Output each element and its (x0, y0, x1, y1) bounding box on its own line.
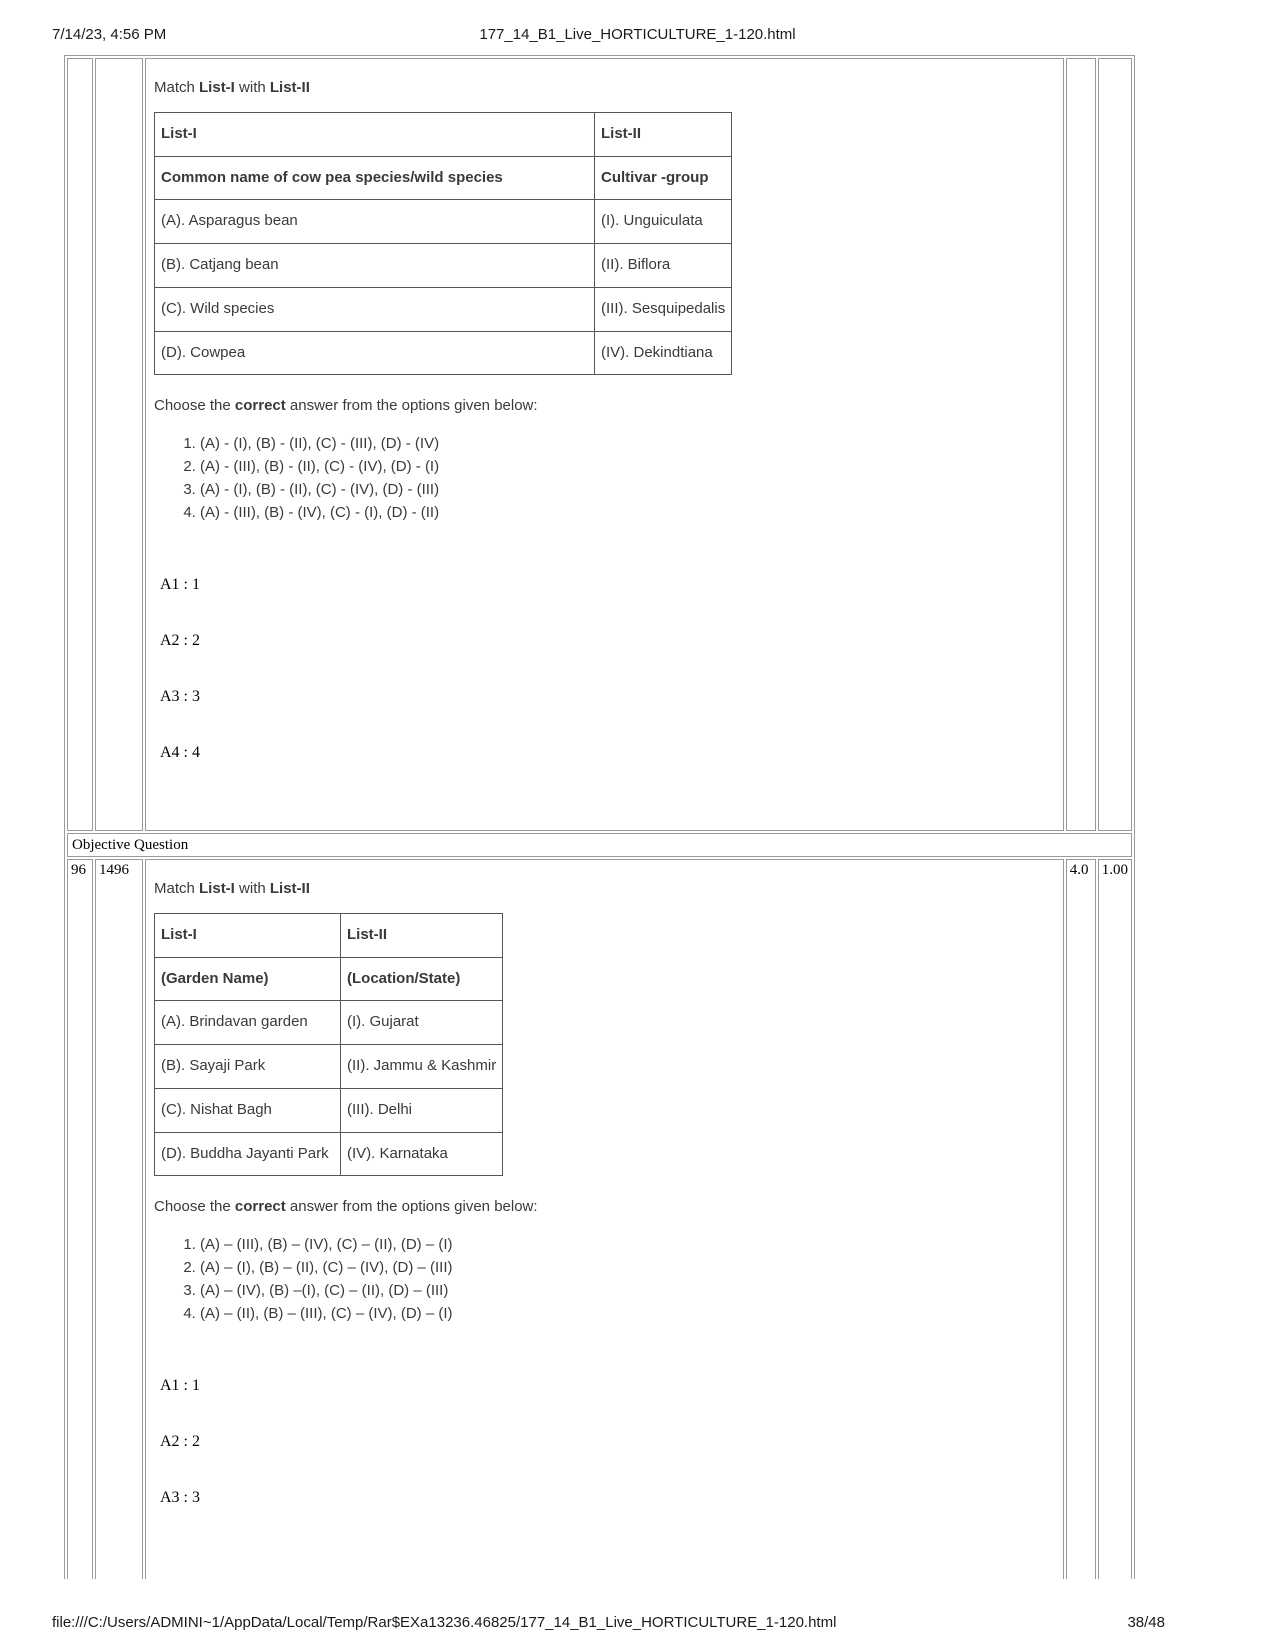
list2-item: (III). Delhi (341, 1088, 503, 1132)
option-item-4: 4. (A) – (II), (B) – (III), (C) – (IV), (D) – (I) (200, 1302, 1053, 1325)
objective-question-label: Objective Question (67, 833, 1132, 857)
option-item-1: 1. (A) – (III), (B) – (IV), (C) – (II), (D) – (I) (200, 1233, 1053, 1256)
match-table-row (155, 331, 732, 375)
list2-item: (IV). Dekindtiana (595, 331, 732, 375)
option-item-4: 4. (A) - (III), (B) - (IV), (C) - (I), (D) - (II) (200, 501, 1053, 524)
list1-item: (A). Asparagus bean (155, 200, 595, 244)
marks-cell (1066, 58, 1096, 831)
list1-subheader-cell: Common name of cow pea species/wild species (155, 156, 595, 200)
match-table-row (155, 1132, 503, 1176)
match-instruction (154, 880, 1053, 899)
choose-instruction (154, 1198, 1053, 1217)
answer-line-a4: A4 : 4 (160, 744, 200, 761)
question-number-cell (67, 58, 93, 831)
question-id-cell: 1496 (95, 859, 143, 1579)
option-item-2: 2. (A) – (I), (B) – (II), (C) – (IV), (D) – (III) (200, 1256, 1053, 1279)
list1-item: (C). Nishat Bagh (155, 1088, 341, 1132)
question-content (154, 880, 1053, 1579)
page-number: 38/48 (1127, 1614, 1165, 1631)
list1-label: List-I (199, 880, 235, 897)
answer-line-a1: A1 : 1 (160, 1377, 200, 1394)
match-instruction (154, 79, 1053, 98)
match-text: Match (154, 880, 200, 897)
options-list (154, 1233, 1053, 1325)
match-table-row (155, 287, 732, 331)
answer-key-block (154, 576, 1053, 762)
question-body-cell (145, 859, 1064, 1579)
list1-item: (B). Sayaji Park (155, 1045, 341, 1089)
list1-item: (A). Brindavan garden (155, 1001, 341, 1045)
list1-subheader-cell: (Garden Name) (155, 957, 341, 1001)
answer-key-block (154, 1377, 1053, 1507)
question-body-cell (145, 58, 1064, 831)
match-table-row (155, 1088, 503, 1132)
match-table-header-row (155, 913, 503, 957)
list1-header-cell: List-I (155, 112, 595, 156)
answer-line-a3: A3 : 3 (160, 1489, 200, 1506)
options-list (154, 432, 1053, 524)
list1-item: (C). Wild species (155, 287, 595, 331)
match-table-row (155, 244, 732, 288)
list2-header-cell: List-II (595, 112, 732, 156)
answer-line-a2: A2 : 2 (160, 1433, 200, 1450)
list2-item: (II). Jammu & Kashmir (341, 1045, 503, 1089)
question-number-cell: 96 (67, 859, 93, 1579)
list2-subheader-cell: (Location/State) (341, 957, 503, 1001)
match-table-subheader-row (155, 156, 732, 200)
question-grid-table (64, 55, 1135, 1579)
answer-line-a2: A2 : 2 (160, 632, 200, 649)
list1-item: (D). Cowpea (155, 331, 595, 375)
negative-marks-cell (1098, 58, 1132, 831)
list2-label: List-II (269, 79, 310, 96)
choose-instruction (154, 397, 1053, 416)
list2-label: List-II (269, 880, 310, 897)
objective-question-row (67, 833, 1132, 857)
option-item-3: 3. (A) – (IV), (B) –(I), (C) – (II), (D) – (III) (200, 1279, 1053, 1302)
list2-item: (I). Unguiculata (595, 200, 732, 244)
choose-correct-word: correct (234, 397, 286, 415)
list2-item: (IV). Karnataka (341, 1132, 503, 1176)
question-id-cell (95, 58, 143, 831)
match-text: Match (154, 79, 200, 96)
list2-header-cell: List-II (341, 913, 503, 957)
list1-label: List-I (199, 79, 235, 96)
list2-item: (I). Gujarat (341, 1001, 503, 1045)
list2-item: (III). Sesquipedalis (595, 287, 732, 331)
option-item-2: 2. (A) - (III), (B) - (II), (C) - (IV), (D) - (I) (200, 455, 1053, 478)
match-table-row (155, 1001, 503, 1045)
list2-item: (II). Biflora (595, 244, 732, 288)
exam-sheet (64, 55, 1135, 1579)
answer-line-a1: A1 : 1 (160, 576, 200, 593)
print-datetime: 7/14/23, 4:56 PM (52, 26, 167, 43)
choose-correct-word: correct (234, 1198, 286, 1216)
option-item-3: 3. (A) - (I), (B) - (II), (C) - (IV), (D) - (III) (200, 478, 1053, 501)
document-title: 177_14_B1_Live_HORTICULTURE_1-120.html (479, 26, 796, 43)
match-table-row (155, 1045, 503, 1089)
match-text: with (234, 79, 270, 96)
choose-text: answer from the options given below: (285, 397, 538, 415)
option-item-1: 1. (A) - (I), (B) - (II), (C) - (III), (D) - (IV) (200, 432, 1053, 455)
list1-item: (D). Buddha Jayanti Park (155, 1132, 341, 1176)
question-row-1 (67, 58, 1132, 831)
list1-item: (B). Catjang bean (155, 244, 595, 288)
match-text: with (234, 880, 270, 897)
match-table (154, 112, 732, 376)
choose-text: Choose the (154, 1198, 235, 1216)
match-table-header-row (155, 112, 732, 156)
question-content (154, 79, 1053, 762)
file-url: file:///C:/Users/ADMINI~1/AppData/Local/Temp/Rar$EXa13236.46825/177_14_B1_Live_HORTICULTURE_1-120.html (52, 1614, 837, 1631)
negative-marks-cell: 1.00 (1098, 859, 1132, 1579)
question-row-2 (67, 859, 1132, 1579)
list1-header-cell: List-I (155, 913, 341, 957)
answer-line-a3: A3 : 3 (160, 688, 200, 705)
marks-cell: 4.0 (1066, 859, 1096, 1579)
match-table-subheader-row (155, 957, 503, 1001)
match-table (154, 913, 503, 1177)
match-table-row (155, 200, 732, 244)
choose-text: Choose the (154, 397, 235, 415)
choose-text: answer from the options given below: (285, 1198, 538, 1216)
list2-subheader-cell: Cultivar -group (595, 156, 732, 200)
print-header (0, 26, 1275, 43)
